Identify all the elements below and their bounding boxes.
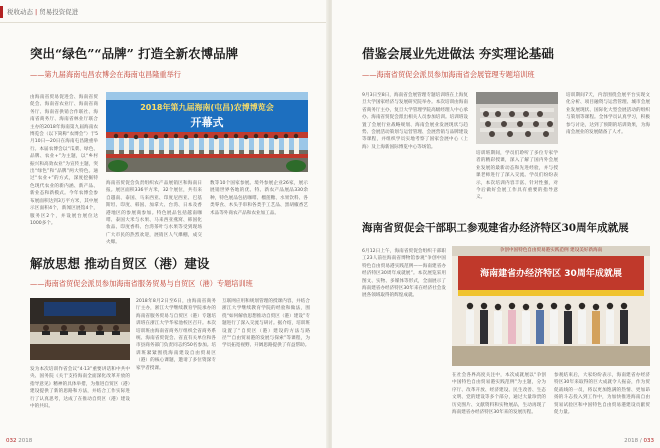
article1-subhead: ——第九届海南屯昌农博会在海南屯昌隆重举行 [30, 70, 181, 79]
section-tab [0, 6, 86, 18]
article3-subhead: ——海南省贸促会派员参加海南省会展管理专题培训班 [362, 70, 535, 79]
seminar-photo [476, 92, 558, 144]
right-page [332, 0, 660, 448]
section-rule [0, 22, 326, 23]
exhibition-photo [452, 246, 650, 366]
section-subtitle: 贸易投资促进 [39, 8, 79, 16]
article2-col3: 发为本次培训作省会议“4·13”重要讲话和中共中央、国务院《关于支持海南全面深化改革开放的指导意见》精神的具体举措，为推进自贸区（港）建设提供了新的思路和方法，并结合工作实际进行了认真思考，达成了在推动自贸区（港）建设中的共识。 [30, 367, 130, 410]
article4-photo [452, 246, 650, 366]
article3-photo [476, 92, 558, 144]
article1-headline: 突出“绿色”“品牌” 打造全新农博品牌 [30, 46, 239, 61]
article4-col2: 在社会各界高度关注中，本次成就展以“争创中国特色自由贸易港实践范例”为主题，分为序厅、改革开放、经济建设、民生改善、生态文明、党的建设等多个部分，通过大量珍贵的历史图片、文献资料和实物展品，生动再现了海南建省办经济特区30年来的发展历程。 [452, 373, 546, 416]
article4-col1: 6月12日上午，海南省贸促会组织干部职工23人前往海南省博物馆参观“争创中国特色自由贸易港实践范例——海南建省办经济特区30周年成就展”。本次展览采用图文、实物、多媒体等形式，全面展示了海南建省办经济特区30年来在经济社会发展各领域取得的辉煌成就。 [362, 249, 446, 299]
article4-col3: 参观结束后，大家纷纷表示，海南建省办经济特区30年来取得的巨大成就令人振奋，作为贸促战线的一员，将以更加饱满的热情、更加昂扬的斗志投入到工作中，为加快推进海南自由贸易试验区和中国特色自由贸易港建设贡献贸促力量。 [554, 373, 650, 416]
article4-photo-banner: 争创中国特色自由贸易港实践范例 建设美好新海南 [499, 248, 603, 253]
article3-col3: 培训期间7天，内容围绕会展平台实现文化分析、项目融资与运营管理、城市会展业发展现状、国际化大型会展活动的组织与策划等课程。全体学员认真学习，积极参与讨论，达到了预期的培训效果，为海南会展业的发展储备了人才。 [566, 93, 650, 136]
right-page-number: 033 [643, 438, 654, 444]
article1-photo-banner: 2018年第九届海南(屯昌)农博博览会 [140, 103, 274, 112]
article1-photo-caption: 开幕式 [190, 116, 224, 129]
meeting-photo [30, 298, 130, 360]
article1-col2: 海南省贸促会负责组织农产品展销区和海南日报。展区面积336平方米，32个展位，共有来自越南、泰国、马来西亚、印度尼西亚、巴基斯坦、印度、韩国、加拿大、台湾、日本及香港地区的参展商参加。特色展品包括越南咖啡、泰国大米与水果、马来西亚燕窝、韩国化妆品、印度香料、台湾茶叶与水果等受到现场广大市民的热烈欢迎，展销区人气爆棚，成交火爆。 [106, 181, 202, 246]
section-separator: | [35, 8, 38, 16]
article3-col2: 培训班期间，学员们聆听了多位专家学者的精彩授课，深入了解了国内外会展业发展的最新动态和先进经验，并与授课老师进行了深入交流。学员们纷纷表示，本次培训内容丰富、针对性强，对今后做好会展工作具有重要的指导意义。 [476, 151, 558, 201]
article2-col2: 互联网应用和规划管理的授课内容，并结合浙江大学继续教育学院的经验和做法，围绕“如何解放思想推动自贸区（港）建设”专题进行了深入交流与研讨。据介绍，培训班设置了“自贸区（港）建设的方法与路径”“自由贸易港的发展与探索”等课程，为学员拓宽视野、开阔思路提供了有益帮助。 [222, 299, 310, 349]
left-page-date: 2018 [18, 438, 33, 444]
right-folio: 2018 / 033 [624, 438, 654, 444]
article3-col1: 9月3日至8日，海南省会展管理专题培训班在上海复旦大学国家经济与发展研究院举办。本次培训由海南省商务厅主办，复旦大学管理学院高级经理人中心承办。海南省贸促会派出相关人员参加培训。培训班设置了会展行业战略规划、海南会展业发展现状与趋势、会展活动策划与运营管理、会展营销与品牌建设等课程，并组织学员实地考察了国家会展中心（上海）及上海新国际博览中心等场馆。 [362, 93, 468, 150]
article4-headline: 海南省贸促会干部职工参观建省办经济特区30周年成就展 [362, 222, 629, 234]
article2-col1: 2018年8月2日至6日，由海南省商务厅主办，浙江大学继续教育学院承办的海南省服务贸易与自贸区（港）专题培训班在浙江大学华家池校区召开。本次培训班由海南省商务厅组织全省商务系统、海南省贸促会、省直有关单位和各市县商务部门负责同志约50名参加。培训班紧紧围绕海南建设自由贸易区（港）的核心课题，邀请了多位资深专家学者授课。 [136, 299, 216, 371]
right-page-date: 2018 [624, 438, 639, 444]
article1-col3: 数等10个国家参展。境外参展企业26家，展示展销世界各地的优、特、新农产品展品330余种，特色展品包括咖啡、榴莲糖、水果饮料、各类零食、木头手串和各类手工艺品、黑胡椒香艺术品等外商农产品和农业加工品。 [210, 181, 308, 216]
article1-photo [106, 92, 308, 172]
article2-subhead: ——海南省贸促会派员参加海南省服务贸易与自贸区（港）专题培训班 [30, 279, 253, 288]
left-page [0, 0, 328, 448]
article2-headline: 解放思想 推动自贸区（港）建设 [30, 256, 210, 271]
article1-col1: 由海南省贸易促进会、海南省贸促会、海南省农业厅、海南省商务厅、海南省供销合作联社、海南省商务厅、海南省林业厅联合主办的2018年海南第九届海南农博览会（以下简称“农博会”）于5月10日—20日在海南屯昌隆重举行。本届农博会以“瓜菜、绿色、品牌、农业+”为主题，以“乡村振兴和高效农业”为宣传主题，突出“绿色”和“品牌”两大特色。通过“农业+”的方式，深度挖掘特色现代农业的新内涵、新产品、新业态和新模式。今年农博会参布展面积达到3万平方米，其中展示区面积4个，新闻区展馆4个，服务区2个，并设展台展位达1000多个。 [30, 95, 98, 226]
left-folio [6, 438, 32, 444]
article2-photo [30, 298, 130, 360]
left-page-number: 032 [6, 438, 17, 444]
article3-headline: 借鉴会展业先进做法 夯实理论基础 [362, 46, 554, 61]
section-title: 税收动态 [7, 8, 33, 16]
article4-photo-title: 海南建省办经济特区 30周年成就展 [480, 269, 622, 279]
